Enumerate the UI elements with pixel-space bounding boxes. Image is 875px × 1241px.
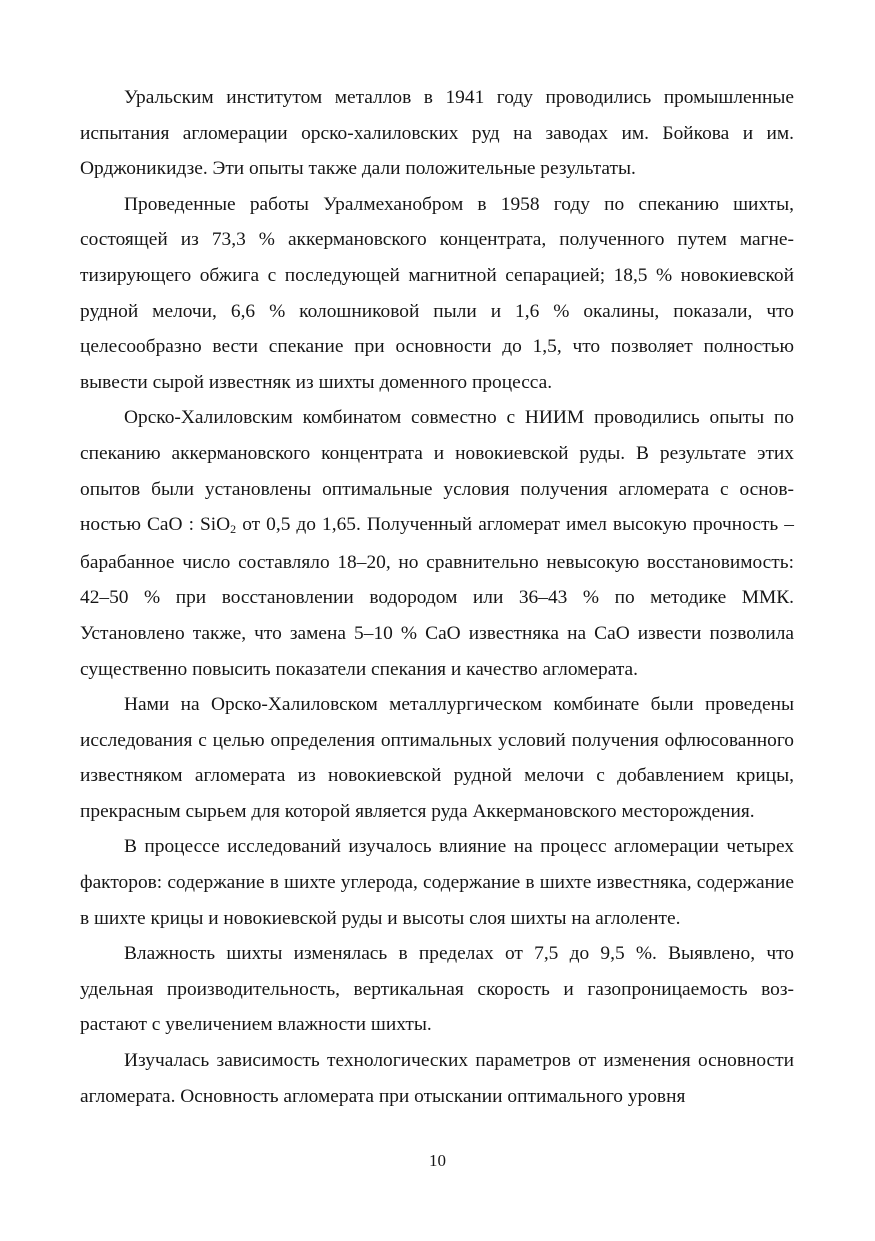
paragraph-6: Влажность шихты изменялась в пределах от 7,5 до 9,5 %. Выявлено, что удельная производительность, вертикальная скорость и газопроницаемость возрастают с увеличением влажности шихты. (80, 943, 794, 1036)
paragraph-4: Нами на Орско-Халиловском металлургическом комбинате были проведены исследования с целью определения оптимальных условий получения офлюсованного известняком агломерата из новокиевской рудной мелочи с добавлением крицы, прекрасным сырьем для которой является руда Аккермановского месторождения. (80, 694, 794, 822)
paragraph-5: В процессе исследований изучалось влияние на процесс агломерации четырех факторов: содержание в шихте углерода, содержание в шихте известняка, содержание в шихте крицы и новокиевской руды и высоты слоя шихты на аглоленте. (80, 836, 794, 929)
paragraph-1: Уральским институтом металлов в 1941 году проводились промышленные испытания агломерации орско-халиловских руд на заводах им. Бойкова и им. Орджоникидзе. Эти опыты также дали положительные результаты. (80, 87, 794, 180)
paragraph-3 (80, 400, 794, 687)
paragraph-3-text-after: от 0,5 до 1,65. Полученный агломерат имел высокую прочность – барабанное число составляло 18–20, но сравнительно невысокую восстановимость: 42–50 % при восстановлении водородом или 36–43 % по методике ММК. Установлено также, что замена 5–10 % CaO известняка на CaO извести позволила существенно повысить показатели спекания и качество агломерата. (80, 514, 794, 680)
paragraph-3-text-before: Орско-Халиловским комбинатом совместно с НИИМ проводились опыты по спеканию аккермановского концентрата и новокиевской руды. В результате этих опытов были установлены оптимальные условия получения агломерата с основностью CaO : SiO (80, 407, 794, 536)
document-body (80, 80, 794, 1114)
silica-subscript: 2 (230, 522, 237, 537)
paragraph-2: Проведенные работы Уралмеханобром в 1958 году по спеканию шихты, состоящей из 73,3 % аккермановского концентрата, полученного путем магнетизирующего обжига с последующей магнитной сепарацией; 18,5 % новокиевской рудной мелочи, 6,6 % колошниковой пыли и 1,6 % окалины, показали, что целесообразно вести спекание при основности до 1,5, что позволяет полностью вывести сырой известняк из шихты доменного процесса. (80, 193, 794, 393)
paragraph-7: Изучалась зависимость технологических параметров от изменения основности агломерата. Основность агломерата при отыскании оптимального уровня (80, 1050, 794, 1107)
page-number: 10 (429, 1151, 446, 1170)
